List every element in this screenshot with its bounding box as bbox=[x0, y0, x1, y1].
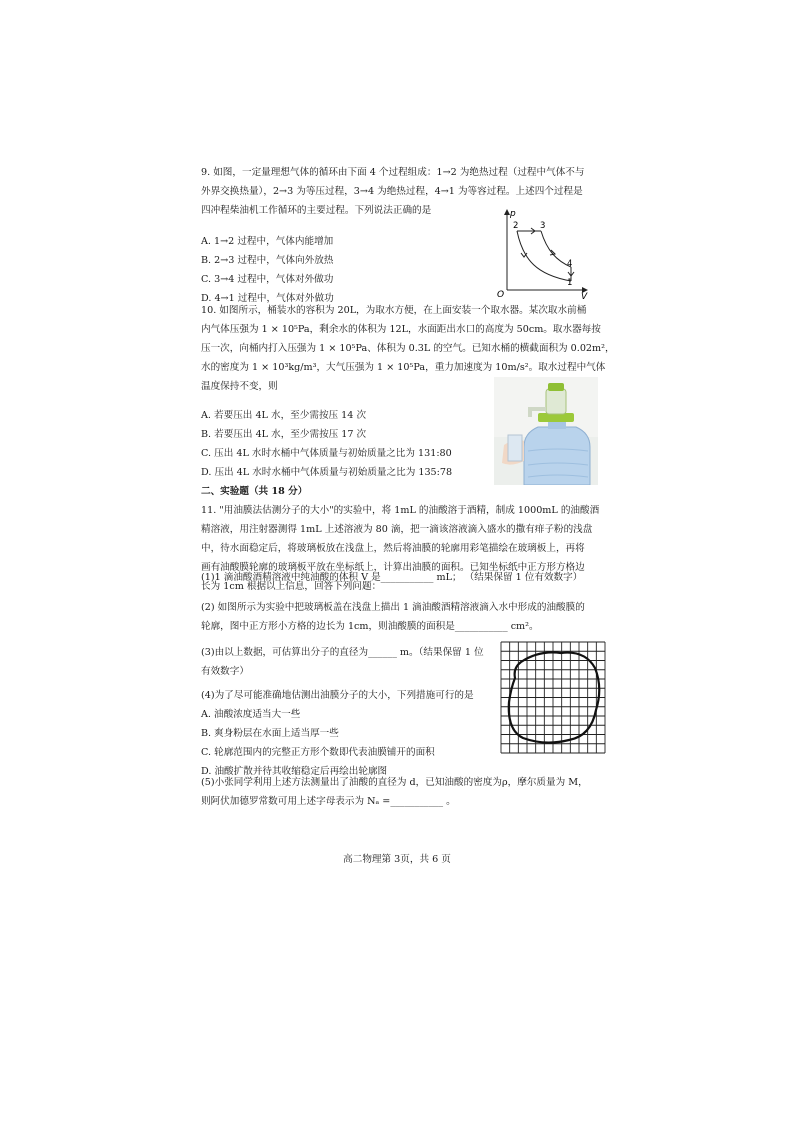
option-a: A. 1→2 过程中，气体内能增加 bbox=[201, 236, 334, 247]
option-d: D. 油酸扩散并待其收缩稳定后再绘出轮廓图 bbox=[201, 766, 388, 777]
section-heading: 二、实验题（共 18 分） bbox=[201, 486, 308, 497]
option-c: C. 轮廓范围内的完整正方形个数即代表油膜铺开的面积 bbox=[201, 747, 435, 758]
text-line: (2) 如图所示为实验中把玻璃板盖在浅盘上描出 1 滴油酸酒精溶液滴入水中形成的油酸膜的 bbox=[201, 602, 585, 613]
option-b: B. 若要压出 4L 水，至少需按压 17 次 bbox=[201, 429, 367, 440]
text-line: 四冲程柴油机工作循环的主要过程。下列说法正确的是 bbox=[201, 205, 432, 216]
text-line: 压一次，向桶内打入压强为 1 × 10⁵Pa、体积为 0.3L 的空气。已知水桶的横截面积为 0.02m²， bbox=[201, 343, 615, 354]
option-c: C. 压出 4L 水时水桶中气体质量与初始质量之比为 131:80 bbox=[201, 448, 452, 459]
text-line: 长为 1cm 根据以上信息，回答下列问题： bbox=[201, 581, 382, 592]
option-a: A. 油酸浓度适当大一些 bbox=[201, 709, 301, 720]
question-11-part-1: (1)1 滴油酸酒精溶液中纯油酸的体积 V 是___________ mL； （结果保留 1 位有效数字） bbox=[201, 572, 583, 583]
question-11-part-2 bbox=[201, 598, 606, 636]
text-line: 画有油酸膜轮廓的玻璃板平放在坐标纸上，计算出油膜的面积。已知坐标纸中正方形方格边 bbox=[201, 562, 585, 573]
text-line: 精溶液，用注射器测得 1mL 上述溶液为 80 滴，把一滴该溶液滴入盛水的撒有痱子粉的浅盘 bbox=[201, 524, 593, 535]
pv-cycle-diagram bbox=[495, 205, 595, 300]
question-9-options bbox=[201, 232, 481, 308]
question-11-part-3 bbox=[201, 643, 493, 681]
state-label-2: 2 bbox=[513, 221, 519, 231]
text-line: 水的密度为 1 × 10³kg/m³，大气压强为 1 × 10⁵Pa，重力加速度为 10m/s²。取水过程中气体 bbox=[201, 362, 606, 373]
text-line: 内气体压强为 1 × 10⁵Pa，剩余水的体积为 12L，水面距出水口的高度为 50cm。取水器每按 bbox=[201, 324, 601, 335]
text-line: 9. 如图，一定量理想气体的循环由下面 4 个过程组成：1→2 为绝热过程（过程中气体不与 bbox=[201, 167, 585, 178]
oil-film-grid-figure bbox=[499, 640, 607, 755]
option-a: A. 若要压出 4L 水，至少需按压 14 次 bbox=[201, 410, 367, 421]
text-line: (5)小张同学利用上述方法测量出了油酸的直径为 d，已知油酸的密度为ρ，摩尔质量为 M， bbox=[201, 777, 588, 788]
text-line: 中，待水面稳定后，将玻璃板放在浅盘上，然后将油膜的轮廓用彩笔描绘在玻璃板上，再将 bbox=[201, 543, 585, 554]
text-line: (4)为了尽可能准确地估测出油膜分子的大小，下列措施可行的是 bbox=[201, 690, 474, 701]
text-line: 有效数字） bbox=[201, 666, 249, 677]
text-line: 则阿伏加德罗常数可用上述字母表示为 Nₐ =___________ 。 bbox=[201, 796, 456, 807]
state-label-4: 4 bbox=[567, 259, 573, 269]
arrow-1-2 bbox=[521, 253, 527, 257]
water-pump-photo bbox=[494, 377, 598, 485]
v-axis-label: V bbox=[581, 292, 588, 300]
text-line: (3)由以上数据，可估算出分子的直径为______ m。（结果保留 1 位 bbox=[201, 647, 484, 658]
option-b: B. 爽身粉层在水面上适当厚一些 bbox=[201, 728, 339, 739]
text-line: 10. 如图所示，桶装水的容积为 20L，为取水方便，在上面安装一个取水器。某次取水前桶 bbox=[201, 305, 587, 316]
question-10-options bbox=[201, 406, 491, 482]
option-d: D. 4→1 过程中，气体对外做功 bbox=[201, 293, 334, 304]
square-grid bbox=[501, 642, 605, 753]
option-b: B. 2→3 过程中，气体向外放热 bbox=[201, 255, 334, 266]
option-c: C. 3→4 过程中，气体对外做功 bbox=[201, 274, 334, 285]
text-line: 轮廓，图中正方形小方格的边长为 1cm，则油酸膜的面积是___________ cm²。 bbox=[201, 621, 539, 632]
question-11-part-5 bbox=[201, 773, 606, 811]
origin-label: O bbox=[497, 290, 505, 300]
text-line: 温度保持不变，则 bbox=[201, 381, 278, 392]
state-label-3: 3 bbox=[540, 221, 546, 231]
p-axis-label: p bbox=[510, 209, 516, 219]
state-label-1: 1 bbox=[567, 278, 573, 288]
text-line: 外界交换热量），2→3 为等压过程，3→4 为绝热过程，4→1 为等容过程。上述四个过程是 bbox=[201, 186, 583, 197]
question-11-part-4 bbox=[201, 686, 493, 781]
text-line: 11. "用油膜法估测分子的大小"的实验中，将 1mL 的油酸溶于酒精，制成 1000mL 的油酸酒 bbox=[201, 505, 600, 516]
option-d: D. 压出 4L 水时水桶中气体质量与初始质量之比为 135:78 bbox=[201, 467, 453, 478]
page-footer: 高二物理第 3页，共 6 页 bbox=[343, 854, 451, 865]
